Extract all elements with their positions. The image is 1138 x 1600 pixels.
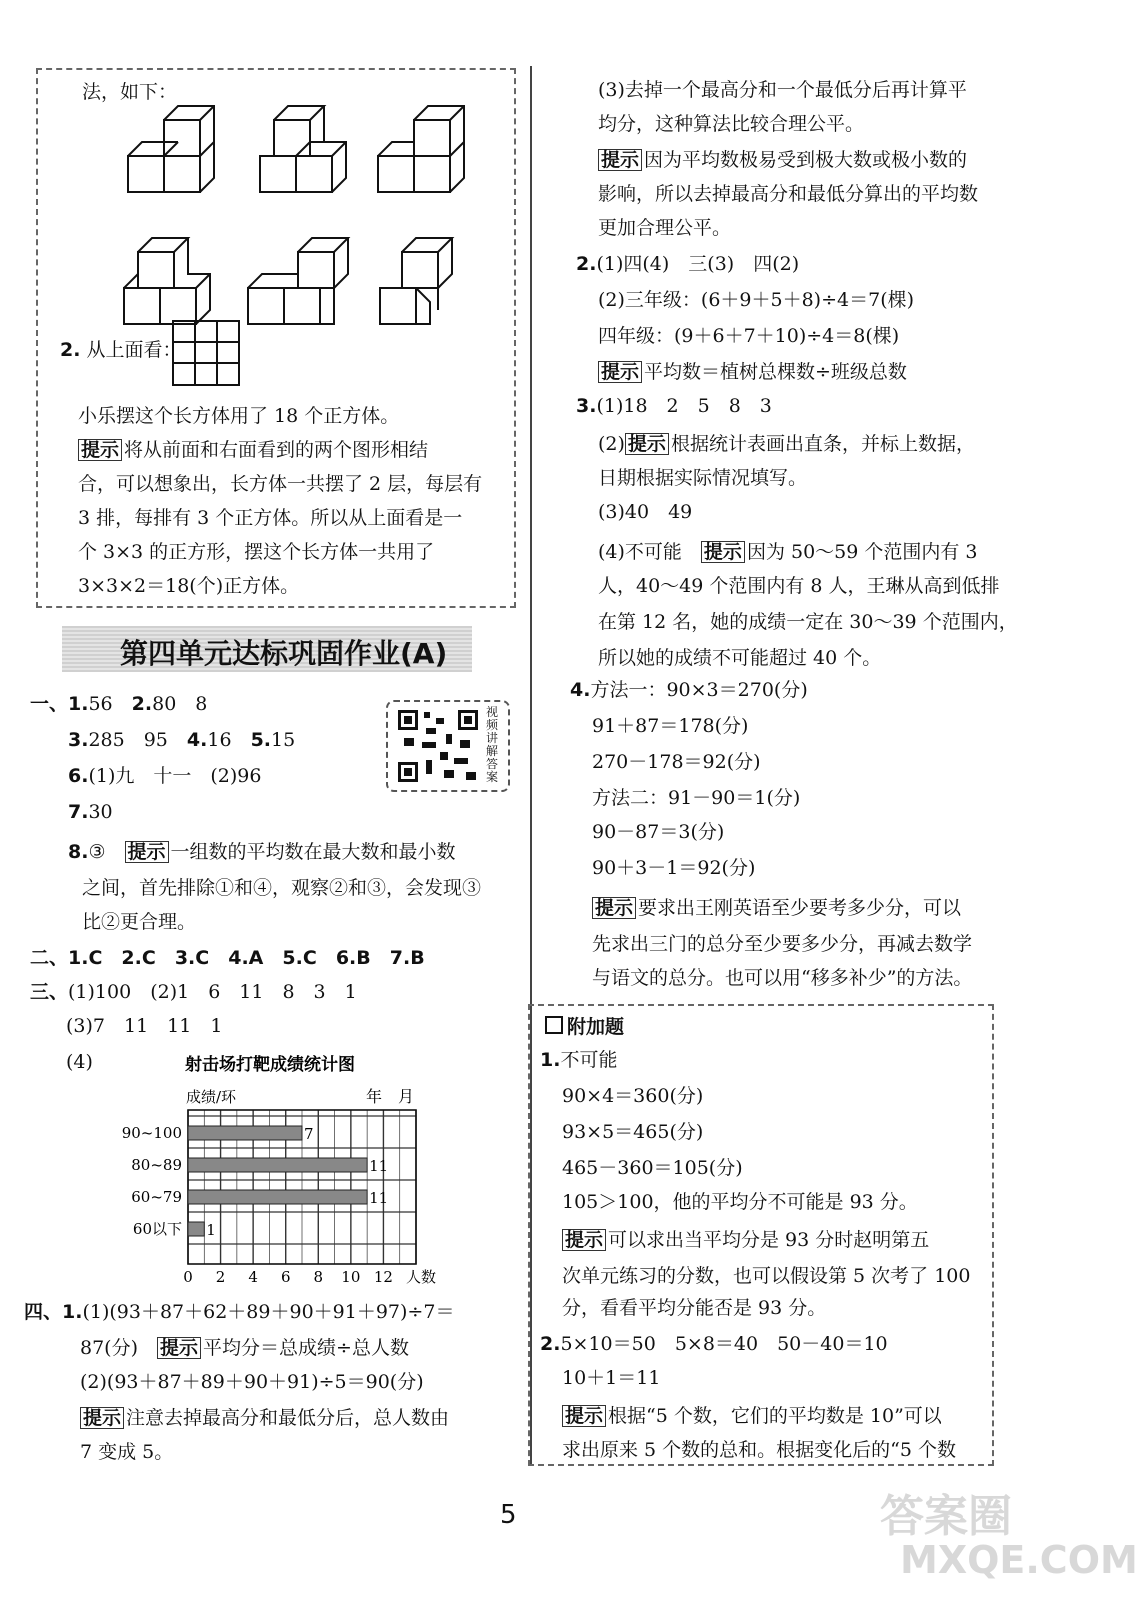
text-line: (1)(93＋87＋62＋89＋90＋91＋97)÷7＝ bbox=[82, 1301, 455, 1323]
answer: (3)7 11 11 1 bbox=[66, 1015, 223, 1037]
tip-label: 提示 bbox=[598, 361, 642, 383]
cube-figures bbox=[110, 110, 450, 320]
date-label: 年 月 bbox=[366, 1087, 415, 1106]
text-line: 87(分) bbox=[80, 1337, 158, 1359]
text-line: 方法二：91－90＝1(分) bbox=[592, 787, 801, 809]
x-axis-label: 人数 bbox=[406, 1268, 437, 1286]
question-number: 4. bbox=[186, 729, 208, 751]
question-number: 2. bbox=[131, 693, 153, 715]
text-line: 3×3×2＝18(个)正方体。 bbox=[78, 575, 300, 597]
text-line: 分，看看平均分能否是 93 分。 bbox=[562, 1297, 827, 1319]
category-label: 80~89 bbox=[131, 1156, 182, 1174]
answer: (1)九 十一 (2)96 bbox=[88, 765, 262, 787]
text-line: 注意去掉最高分和最低分后，总人数由 bbox=[126, 1407, 450, 1429]
answer: 16 bbox=[207, 729, 232, 751]
answer: 80 8 bbox=[152, 693, 208, 715]
text-line: 比②更合理。 bbox=[82, 911, 197, 933]
qr-label: 视频讲解答案 bbox=[486, 705, 499, 784]
question-number: 8. bbox=[68, 841, 89, 863]
category-label: 90~100 bbox=[121, 1124, 182, 1142]
bar bbox=[188, 1126, 302, 1140]
text-line: 93×5＝465(分) bbox=[562, 1121, 704, 1143]
cube-figure-2 bbox=[260, 106, 346, 192]
question-number: 4. bbox=[570, 679, 591, 701]
question-number: 2. bbox=[60, 339, 81, 361]
category-label: 60~79 bbox=[131, 1188, 182, 1206]
x-tick-label: 6 bbox=[280, 1268, 291, 1286]
bar-chart bbox=[110, 1048, 450, 1288]
text-line: 可以求出当平均分是 93 分时赵明第五 bbox=[608, 1229, 930, 1251]
text-line: (2)三年级：(6＋9＋5＋8)÷4＝7(棵) bbox=[598, 289, 915, 311]
x-tick-label: 12 bbox=[373, 1268, 393, 1286]
text-line: 与语文的总分。也可以用“移多补少”的方法。 bbox=[592, 967, 973, 989]
answer: ③ bbox=[88, 841, 125, 863]
answer: (4) bbox=[66, 1051, 93, 1073]
x-tick-label: 8 bbox=[313, 1268, 324, 1286]
text-line: 在第 12 名，她的成绩一定在 30～39 个范围内， bbox=[598, 611, 1018, 633]
tip-label: 提示 bbox=[78, 439, 122, 461]
text-line: (2) bbox=[598, 433, 625, 455]
answer: 3.C bbox=[174, 947, 210, 969]
answer: 56 bbox=[88, 693, 113, 715]
tip-label: 提示 bbox=[562, 1405, 606, 1427]
x-tick-label: 2 bbox=[215, 1268, 226, 1286]
text-line: (3)去掉一个最高分和一个最低分后再计算平 bbox=[598, 79, 967, 101]
text-line: 105＞100，他的平均分不可能是 93 分。 bbox=[562, 1191, 918, 1213]
cube-figure-4 bbox=[124, 238, 210, 324]
text-line: 之间，首先排除①和④，观察②和③，会发现③ bbox=[82, 877, 482, 899]
page-number: 5 bbox=[500, 1500, 517, 1530]
text-line: 人，40～49 个范围内有 8 人，王琳从高到低排 bbox=[598, 575, 1000, 597]
question-number: 5. bbox=[250, 729, 272, 751]
tip-label: 提示 bbox=[157, 1337, 201, 1359]
answer: 285 95 bbox=[88, 729, 168, 751]
chart-title: 射击场打靶成绩统计图 bbox=[185, 1055, 355, 1075]
bar bbox=[188, 1158, 367, 1172]
tip-label: 提示 bbox=[625, 433, 669, 455]
text-line: 均分，这种算法比较合理公平。 bbox=[598, 113, 865, 135]
question-number: 6. bbox=[68, 765, 89, 787]
question-number: 1. bbox=[68, 693, 89, 715]
text-line: 方法一：90×3＝270(分) bbox=[590, 679, 808, 701]
tip-label: 提示 bbox=[562, 1229, 606, 1251]
x-tick-label: 0 bbox=[183, 1268, 193, 1286]
answer: 4.A bbox=[228, 947, 264, 969]
text-line: 5×10＝50 5×8＝40 50－40＝10 bbox=[560, 1333, 888, 1355]
answer: 15 bbox=[271, 729, 296, 751]
text-line: 90＋3－1＝92(分) bbox=[592, 857, 756, 879]
text-line: (1)四(4) 三(3) 四(2) bbox=[596, 253, 800, 275]
top-view-grid bbox=[172, 320, 240, 386]
bar bbox=[188, 1190, 367, 1204]
answer: 5.C bbox=[282, 947, 317, 969]
text-line: 10＋1＝11 bbox=[562, 1367, 661, 1389]
cube-figure-1 bbox=[128, 106, 214, 192]
text-line: 根据“5 个数，它们的平均数是 10”可以 bbox=[608, 1405, 942, 1427]
data-label: 1 bbox=[206, 1221, 216, 1239]
text-line: 90－87＝3(分) bbox=[592, 821, 725, 843]
text-line: 因为 50～59 个范围内有 3 bbox=[746, 541, 978, 563]
text-line: 小乐摆这个长方体用了 18 个正方体。 bbox=[78, 405, 400, 427]
extra-title: 附加题 bbox=[567, 1016, 625, 1038]
data-label: 11 bbox=[369, 1189, 389, 1207]
text-line: 3 排，每排有 3 个正方体。所以从上面看是一 bbox=[78, 507, 463, 529]
text-line: 次单元练习的分数，也可以假设第 5 次考了 100 bbox=[562, 1265, 971, 1287]
question-number: 3. bbox=[576, 395, 597, 417]
question-number: 3. bbox=[68, 729, 89, 751]
question-number: 2. bbox=[576, 253, 597, 275]
text-line: 因为平均数极易受到极大数或极小数的 bbox=[644, 149, 968, 171]
answer: 6.B bbox=[335, 947, 371, 969]
question-number: 2. bbox=[540, 1333, 561, 1355]
tip-label: 提示 bbox=[701, 541, 745, 563]
part-heading: 二、 bbox=[30, 947, 69, 969]
text-line: (1)18 2 5 8 3 bbox=[596, 395, 772, 417]
y-axis-label: 成绩/环 bbox=[186, 1088, 237, 1106]
text-line: 90×4＝360(分) bbox=[562, 1085, 704, 1107]
x-tick-label: 10 bbox=[341, 1268, 361, 1286]
text-line: 465－360＝105(分) bbox=[562, 1157, 743, 1179]
text-line: 平均分＝总成绩÷总人数 bbox=[203, 1337, 409, 1359]
text-line: 求出原来 5 个数的总和。根据变化后的“5 个数 bbox=[562, 1439, 957, 1461]
text-line: 平均数＝植树总棵数÷班级总数 bbox=[644, 361, 907, 383]
cube-figure-5 bbox=[248, 238, 348, 324]
cube-figure-6 bbox=[380, 238, 452, 324]
text-line: 日期根据实际情况填写。 bbox=[598, 467, 808, 489]
text-line: 更加合理公平。 bbox=[598, 217, 732, 239]
answer: 1.C bbox=[68, 947, 103, 969]
text-line: (3)40 49 bbox=[598, 501, 693, 523]
text-line: 要求出王刚英语至少要考多少分，可以 bbox=[638, 897, 962, 919]
x-tick-label: 4 bbox=[248, 1268, 258, 1286]
text-line: 不可能 bbox=[560, 1049, 618, 1071]
qr-code-icon bbox=[396, 708, 480, 784]
text-line: 影响，所以去掉最高分和最低分算出的平均数 bbox=[598, 183, 979, 205]
text-line: 先求出三门的总分至少要多少分，再减去数学 bbox=[592, 933, 973, 955]
tip-label: 提示 bbox=[592, 897, 636, 919]
text-line: 合，可以想象出，长方体一共摆了 2 层，每层有 bbox=[78, 473, 483, 495]
part-heading: 一、 bbox=[30, 693, 69, 715]
answer: 30 bbox=[88, 801, 113, 823]
text-line: (4)不可能 bbox=[598, 541, 701, 563]
section-title: 第四单元达标巩固作业(A) bbox=[120, 637, 448, 670]
qr-code-box[interactable] bbox=[386, 700, 510, 792]
text-line: 从上面看： bbox=[86, 339, 182, 361]
text-line: 根据统计表画出直条，并标上数据， bbox=[670, 433, 975, 455]
answer: 7.B bbox=[389, 947, 425, 969]
text-line: 一组数的平均数在最大数和最小数 bbox=[170, 841, 456, 863]
tip-label: 提示 bbox=[598, 149, 642, 171]
text-line: 四年级：(9＋6＋7＋10)÷4＝8(棵) bbox=[598, 325, 900, 347]
text-line: 7 变成 5。 bbox=[80, 1441, 174, 1463]
data-label: 7 bbox=[304, 1125, 314, 1143]
watermark-logo: 答案圈 bbox=[880, 1491, 1012, 1542]
answer: (1)100 (2)1 6 11 8 3 1 bbox=[68, 981, 357, 1003]
text-line: 将从前面和右面看到的两个图形相结 bbox=[124, 439, 429, 461]
tip-label: 提示 bbox=[125, 841, 169, 863]
text-line: 个 3×3 的正方形，摆这个长方体一共用了 bbox=[78, 541, 435, 563]
watermark-url: MXQE.COM bbox=[900, 1538, 1138, 1582]
text-line: 法，如下： bbox=[82, 81, 178, 103]
answer: 2.C bbox=[121, 947, 156, 969]
text-line: (2)(93＋87＋89＋90＋91)÷5＝90(分) bbox=[80, 1371, 424, 1393]
text-line: 91＋87＝178(分) bbox=[592, 715, 749, 737]
tip-label: 提示 bbox=[80, 1407, 124, 1429]
data-label: 11 bbox=[369, 1157, 389, 1175]
text-line: 270－178＝92(分) bbox=[592, 751, 761, 773]
question-number: 1. bbox=[540, 1049, 561, 1071]
part-heading: 四、1. bbox=[24, 1301, 83, 1323]
part-heading: 三、 bbox=[30, 981, 69, 1003]
edit-icon bbox=[545, 1016, 563, 1034]
question-number: 7. bbox=[68, 801, 89, 823]
bar bbox=[188, 1222, 204, 1236]
text-line: 所以她的成绩不可能超过 40 个。 bbox=[598, 647, 882, 669]
category-label: 60以下 bbox=[132, 1220, 182, 1238]
